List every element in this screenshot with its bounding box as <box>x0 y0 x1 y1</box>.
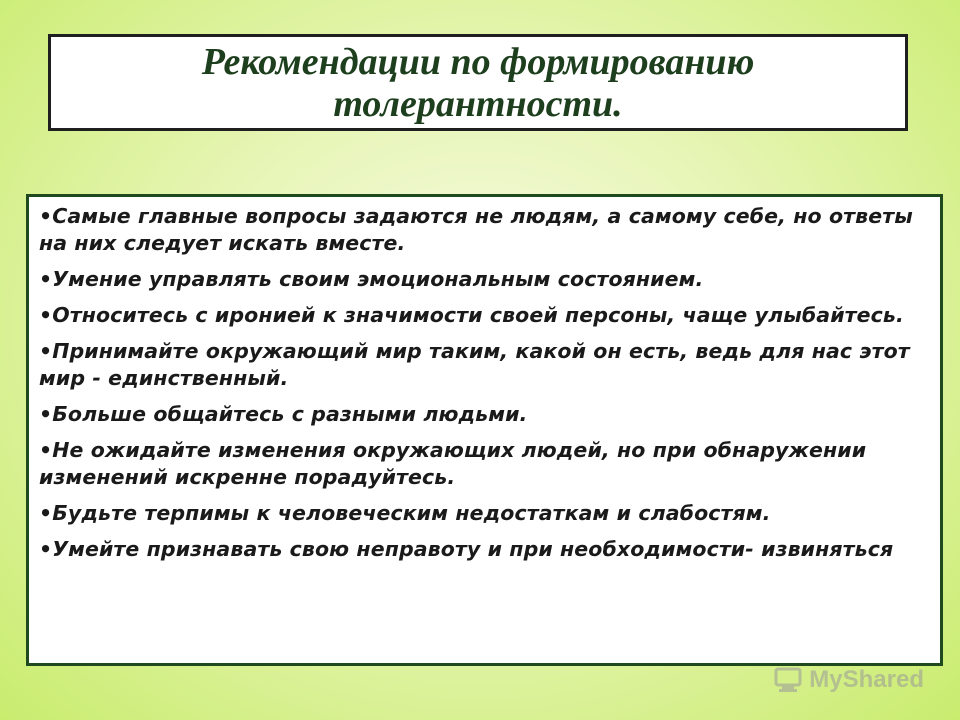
recommendations-box <box>26 194 943 666</box>
list-item: •Принимайте окружающий мир таким, какой он есть, ведь для нас этот мир - единственный. <box>39 339 910 390</box>
list-item: •Больше общайтесь с разными людьми. <box>39 402 528 426</box>
list-item: •Умейте признавать свою неправоту и при необходимости- извиняться <box>39 537 894 561</box>
recommendations-list <box>39 203 930 563</box>
list-item: •Относитесь с иронией к значимости своей персоны, чаще улыбайтесь. <box>39 303 904 327</box>
list-item: •Умение управлять своим эмоциональным состоянием. <box>39 267 704 291</box>
list-item: •Будьте терпимы к человеческим недостаткам и слабостям. <box>39 501 771 525</box>
slide-title: Рекомендации по формированию толерантности. <box>201 40 755 125</box>
watermark <box>773 666 924 694</box>
watermark-text: MyShared <box>809 666 924 693</box>
title-box <box>48 34 908 131</box>
list-item: •Самые главные вопросы задаются не людям, а самому себе, но ответы на них следует искать вместе. <box>39 204 913 255</box>
myshared-logo-icon <box>773 667 803 693</box>
list-item: •Не ожидайте изменения окружающих людей, но при обнаружении изменений искренне порадуйтесь. <box>39 438 867 489</box>
